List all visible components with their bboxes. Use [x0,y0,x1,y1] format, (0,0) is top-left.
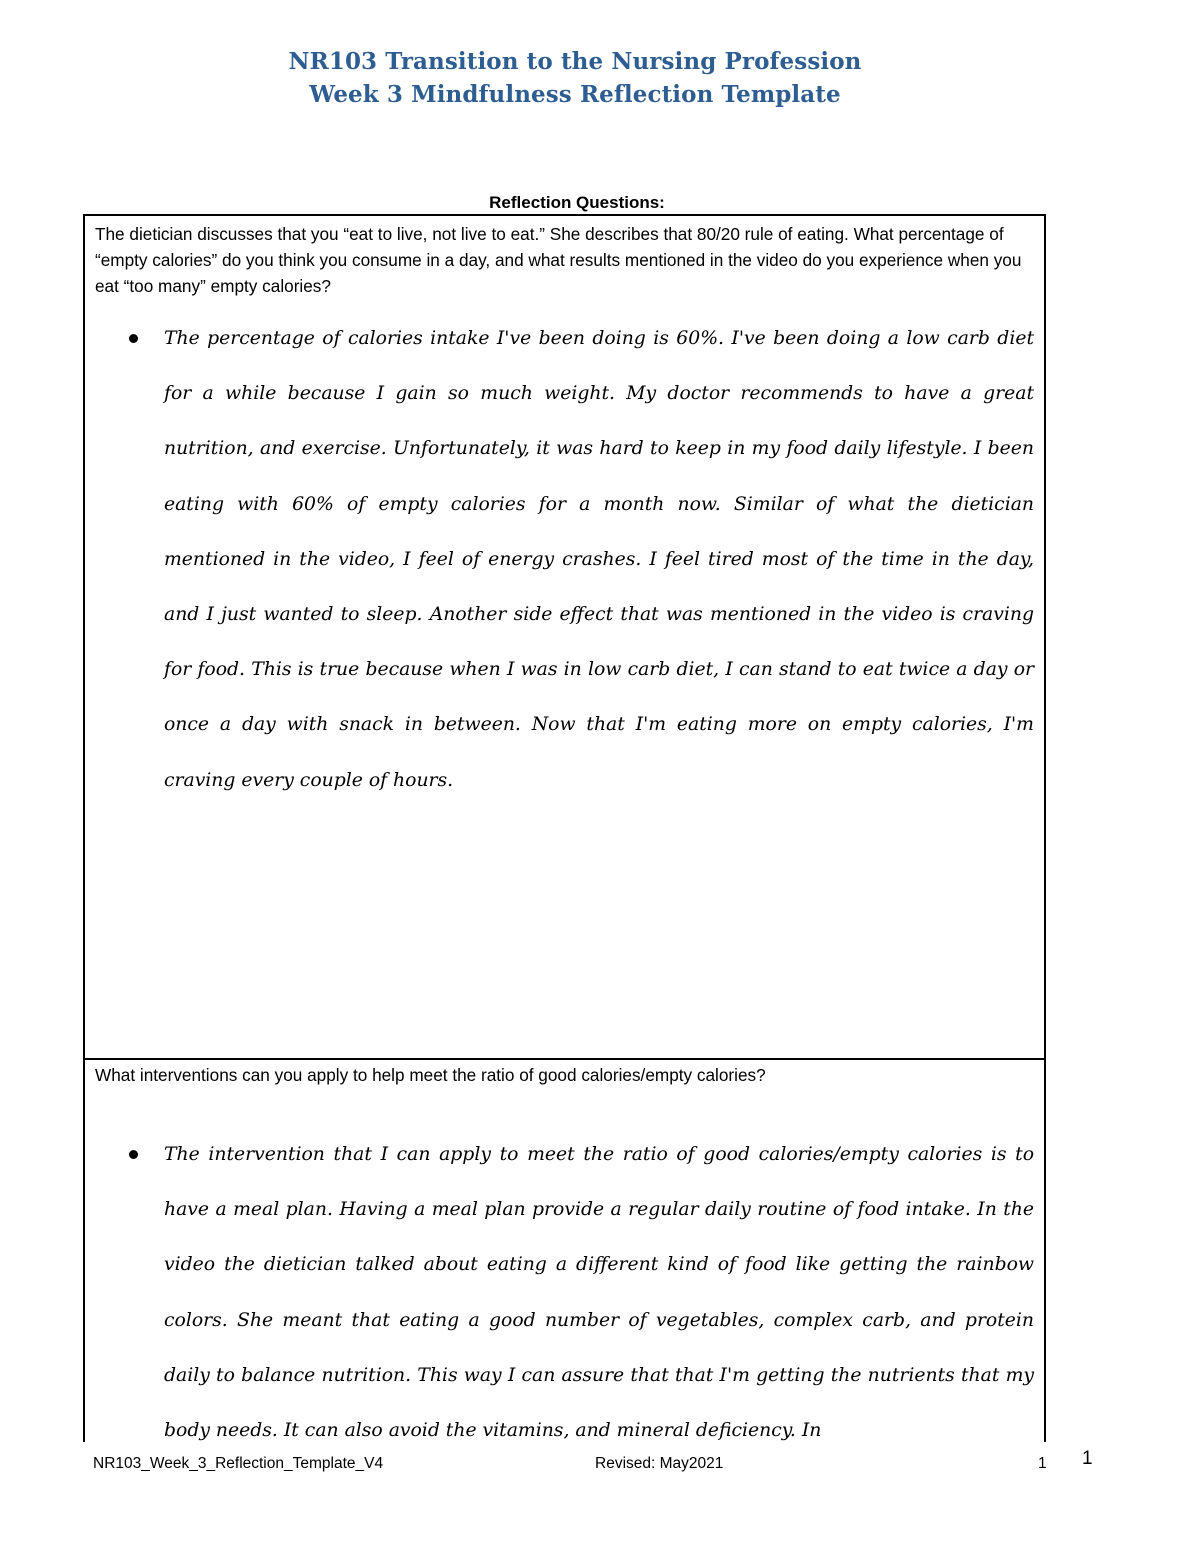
answer-2-text: The intervention that I can apply to meet the ratio of good calories/empty calories is to have a meal plan. Having a meal plan provide a regular daily routine of food intake. In the video the dietician talked about eating a different kind of food like getting the rainbow colors. She meant that eating a good number of vegetables, complex carb, and protein daily to balance nutrition. This way I can assure that that I'm getting the nutrients that my body needs. It can also avoid the vitamins, and mineral deficiency. In [164,1144,1034,1442]
question-2-text: What interventions can you apply to help meet the ratio of good calories/empty calories? [95,1065,766,1085]
reflection-questions-heading: Reflection Questions: [489,193,665,212]
page-marker: 1 [1082,1448,1093,1469]
footer-revised: Revised: May2021 [595,1455,724,1472]
document-title: NR103 Transition to the Nursing Profession [288,48,862,75]
answer-1-text: The percentage of calories intake I've been doing is 60%. I've been doing a low carb diet for a while because I gain so much weight. My doctor recommends to have a great nutrition, and exercise. Unfortunately, it was hard to keep in my food daily lifestyle. I been eating with 60% of empty calories for a month now. Similar of what the dietician mentioned in the video, I feel of energy crashes. I feel tired most of the time in the day, and I just wanted to sleep. Another side effect that was mentioned in the video is craving for food. This is true because when I was in low carb diet, I can stand to eat twice a day or once a day with snack in between. Now that I'm eating more on empty calories, I'm craving every couple of hours. [164,328,1034,791]
footer-page-number: 1 [1038,1455,1047,1472]
bullet-icon [129,334,138,343]
footer-filename: NR103_Week_3_Reflection_Template_V4 [93,1455,384,1472]
question-box-1 [83,214,1046,1060]
bullet-icon [129,1150,138,1159]
document-subtitle: Week 3 Mindfulness Reflection Template [309,81,841,108]
question-1-text: The dietician discusses that you “eat to live, not live to eat.” She describes that 80/20 rule of eating. What percentage of “empty calories” do you think you consume in a day, and what results mentioned in the video do you experience when you eat “too many” empty calories? [95,224,1022,296]
question-box-2 [83,1058,1046,1442]
